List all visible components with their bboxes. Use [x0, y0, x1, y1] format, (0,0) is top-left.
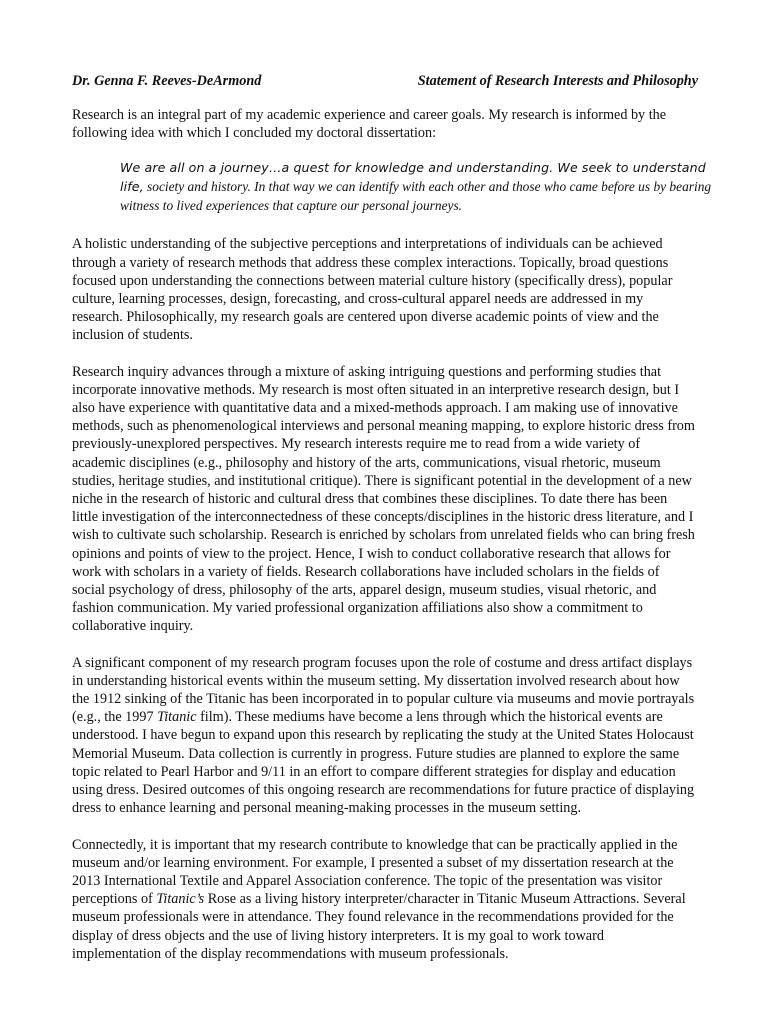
film-title: Titanic	[157, 709, 197, 726]
paragraph-holistic-understanding: A holistic understanding of the subjective perceptions and interpretations of individuals can be achieved through a variety of research methods that address these complex interactions. Topically, broad questions focused upon understanding the connections between material culture history (specifically dress), popular culture, learning processes, design, forecasting, and cross-cultural apparel needs are addressed in my research. Philosophically, my research goals are centered upon diverse academic points of view and the inclusion of students.	[72, 236, 673, 344]
paragraph-text: Rose as a living history interpreter/character in Titanic Museum Attractions. Several museum professionals were in attendance. They found relevance in the recommendations provided for the display of dress objects and the use of living history interpreters. It is my goal to work toward implementation of the display recommendations with museum professionals.	[72, 891, 686, 962]
paragraph-text: film). These mediums have become a lens through which the historical events are understood. I have begun to expand upon this research by replicating the study at the United States Holocaust Memorial Museum. Data collection is currently in progress. Future studies are planned to explore the same topic related to Pearl Harbor and 9/11 in an effort to compare different strategies for display and education using dress. Desired outcomes of this ongoing research are recommendations for future practice of displaying dress to enhance learning and personal meaning-making processes in the museum setting.	[72, 709, 695, 817]
author-name: Dr. Genna F. Reeves-DeArmond	[72, 73, 262, 89]
paragraph-text: Connectedly, it is important that my research contribute to knowledge that can be practically applied in the museum and/or learning environment. For example, I presented a subset of my dissertation research at the 2013 International Textile and Apparel Association conference. The topic of the presentation was visitor perceptions of	[72, 836, 678, 908]
intro-paragraph: Research is an integral part of my academic experience and career goals. My research is informed by the following idea with which I concluded my doctoral dissertation:	[72, 107, 667, 142]
paragraph-research-program	[72, 654, 696, 818]
document-title: Statement of Research Interests and Philosophy	[417, 73, 698, 89]
quote-continuation: society and history. In that way we can identify with each other and those who came before us by bearing witness to lived experiences that capture our personal journeys.	[120, 179, 712, 214]
paragraph-research-inquiry: Research inquiry advances through a mixture of asking intriguing questions and performing studies that incorporate innovative methods. My research is most often situated in an interpretive research design, but I also have experience with quantitative data and a mixed-methods approach. I am making use of innovative methods, such as phenomenological interviews and personal meaning mapping, to explore historic dress from previously-unexplored perspectives. My research interests require me to read from a wide variety of academic disciplines (e.g., philosophy and history of the arts, communications, visual rhetoric, museum studies, heritage studies, and institutional critique). There is significant potential in the development of a new niche in the research of historic and cultural dress that combines these disciplines. To date there has been little investigation of the interconnectedness of these concepts/disciplines in the historic dress literature, and I wish to cultivate such scholarship. Research is enriched by scholars from unrelated fields who can bring fresh opinions and points of view to the project. Hence, I wish to conduct collaborative research that allows for work with scholars in a variety of fields. Research collaborations have included scholars in the fields of social psychology of dress, philosophy of the arts, apparel design, museum studies, visual rhetoric, and fashion communication. My varied professional organization affiliations also show a commitment to collaborative inquiry.	[72, 363, 695, 635]
quote-handwritten-line: We are all on a journey…a quest for knowledge and understanding. We seek to understand life,	[120, 160, 706, 195]
dissertation-quote	[120, 158, 730, 215]
page-header	[72, 72, 696, 90]
film-title: Titanic’s	[156, 891, 205, 908]
paragraph-text: A significant component of my research program focuses upon the role of costume and dress artifact displays in understanding historical events within the museum setting. My dissertation involved research about how the 1912 sinking of the Titanic has been incorporated in to popular culture via museums and movie portrayals (e.g., the 1997	[72, 654, 695, 726]
paragraph-practical-application	[72, 836, 696, 963]
